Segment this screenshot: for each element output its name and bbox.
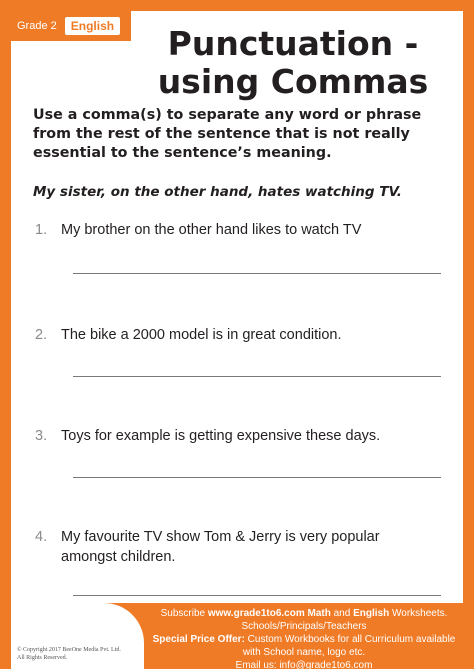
grade-label: Grade 2: [17, 20, 57, 32]
copyright-text: [17, 646, 121, 662]
offer-text: Custom Workbooks for all Curriculum available: [244, 634, 456, 645]
offer-line: [151, 633, 457, 646]
question-2: [35, 325, 447, 345]
offer-line-2: with School name, logo etc.: [242, 647, 366, 658]
email-line[interactable]: Email us: info@grade1to6.com: [235, 660, 373, 671]
question-text-line-1: My favourite TV show Tom & Jerry is very popular: [61, 529, 380, 545]
question-text: Toys for example is getting expensive these days.: [61, 428, 381, 444]
instruction-line-2: from the rest of the sentence that is not really: [33, 126, 410, 142]
question-number: 4.: [35, 529, 48, 545]
site-link[interactable]: www.grade1to6.com: [207, 608, 305, 619]
worksheets-label: Worksheets.: [389, 608, 448, 619]
question-1: [35, 220, 447, 240]
question-number: 2.: [35, 327, 48, 343]
copyright-line-2: All Rights Reserved.: [17, 655, 68, 661]
question-3: [35, 426, 447, 446]
instruction-text: [33, 106, 447, 163]
instruction-line-3: essential to the sentence’s meaning.: [33, 145, 332, 161]
question-number: 1.: [35, 222, 48, 238]
footer-copyright-panel: [11, 603, 144, 669]
footer: [11, 603, 463, 669]
question-text: The bike a 2000 model is in great condition.: [61, 327, 342, 343]
question-number: 3.: [35, 428, 48, 444]
grade-tag: [11, 11, 131, 41]
title-line-2: using Commas: [157, 62, 429, 101]
footer-promo: [151, 607, 457, 672]
english-label: English: [353, 608, 390, 619]
offer-label: Special Price Offer:: [152, 634, 245, 645]
answer-line-4[interactable]: [73, 595, 441, 596]
subject-label: English: [65, 17, 120, 35]
subscribe-prefix: Subscribe: [160, 608, 208, 619]
answer-line-2[interactable]: [73, 376, 441, 377]
instruction-line-1: Use a comma(s) to separate any word or phrase: [33, 107, 422, 123]
math-label: Math: [307, 608, 331, 619]
subscribe-line: [151, 607, 457, 620]
question-text-line-2: amongst children.: [61, 549, 176, 565]
example-sentence: My sister, on the other hand, hates watching TV.: [33, 184, 402, 200]
title-line-1: Punctuation -: [167, 24, 419, 63]
question-text: My brother on the other hand likes to watch TV: [61, 222, 362, 238]
schools-line: Schools/Principals/Teachers: [241, 621, 367, 632]
question-text: [61, 527, 380, 567]
and-label: and: [330, 608, 354, 619]
page-title: [129, 25, 457, 101]
answer-line-1[interactable]: [73, 273, 441, 274]
question-4: [35, 527, 447, 567]
answer-line-3[interactable]: [73, 477, 441, 478]
copyright-line-1: © Copyright 2017 BeeOne Media Pvt. Ltd.: [17, 647, 121, 653]
